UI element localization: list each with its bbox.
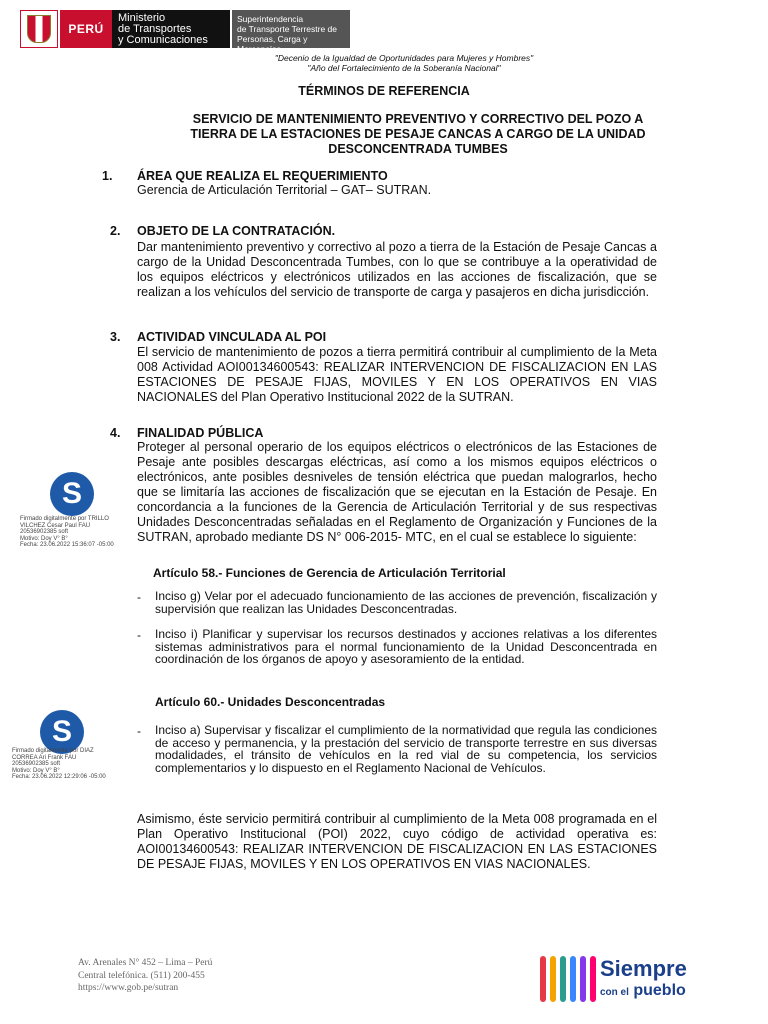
footer-phone: Central telefónica. (511) 200-455	[78, 970, 205, 981]
signature-line: Motivo: Doy V° B°	[20, 535, 68, 542]
document-title: TÉRMINOS DE REFERENCIA	[298, 84, 470, 98]
closing-paragraph: Asimismo, éste servicio permitirá contribuir al cumplimiento de la Meta 008 programada en el Plan Operativo Institucional (POI) 2022, cuyo código de actividad operativa es: AOI00134600543: REALIZAR INTERVENCION DE FISCALIZACION EN LAS ESTACIONES DE PESAJE FIJAS, MOVILES Y EN LOS OPERATIVOS EN VIAS NACIONALES.	[137, 812, 657, 871]
section-number: 3.	[110, 330, 121, 344]
bullet-dash: -	[137, 628, 141, 642]
brand-line2-big: pueblo	[633, 982, 686, 999]
section-body: Dar mantenimiento preventivo y correctivo al pozo a tierra de la Estación de Pesaje Cancas a cargo de la Unidad Desconcentrada Tumbes, con lo que se contribuye a la operatividad de los equipos eléctricos y electrónicos utilizados en las acciones de fiscalización, que se realizan a los vehículos del servicio de transporte de carga y pasajeros en dicha jurisdicción.	[137, 240, 657, 299]
signature-line: Firmado digitalmente por TRILLO	[20, 516, 109, 522]
signature-line: Fecha: 23.06.2022 15:36:07 -05:00	[20, 542, 114, 548]
section-number: 2.	[110, 224, 121, 238]
sutran-logo	[232, 10, 350, 54]
forks-graphic-icon	[540, 950, 600, 1002]
ministry-logo	[112, 10, 230, 48]
brand-line1: Siempre	[600, 956, 687, 981]
article-58-bullet-i: Inciso i) Planificar y supervisar los recursos destinados y acciones relativas a los diferentes sistemas administrativos para el normal funcionamiento de la Unidad Desconcentrada en coordinación de los órganos de apoyo y asesoramiento de la entidad.	[155, 627, 657, 666]
section-number: 4.	[110, 426, 121, 440]
signature-line: CORREA Ari Frank FAU	[12, 754, 77, 761]
sutran-signature-logo-icon: S	[50, 472, 94, 516]
decenio-motto	[0, 53, 768, 73]
sutran-line3: Personas, Carga y Mercancías	[237, 34, 308, 54]
peru-logo: PERÚ	[60, 10, 112, 48]
decenio-line2: "Año del Fortalecimiento de la Soberanía Nacional"	[307, 63, 501, 73]
bullet-dash: -	[137, 724, 141, 738]
ministry-line3: y Comunicaciones	[118, 34, 208, 46]
article-60-bullet-a: Inciso a) Supervisar y fiscalizar el cumplimiento de la normatividad que regula las condiciones de acceso y permanencia, y la prestación del servicio de transporte terrestre en sus diversas modalidades, el tránsito de vehículos en la red vial de su competencia, los servicios complementarios y lo dispuesto en el Reglamento Nacional de Vehículos.	[155, 723, 657, 775]
header-logos	[20, 10, 338, 54]
brand-line2	[600, 982, 686, 1000]
signature-line: Fecha: 23.06.2022 12:29:06 -05:00	[12, 774, 106, 780]
section-heading: ÁREA QUE REALIZA EL REQUERIMIENTO	[137, 169, 388, 183]
ministry-line2: de Transportes	[118, 23, 192, 35]
section-heading: FINALIDAD PÚBLICA	[137, 426, 264, 440]
article-58-heading: Artículo 58.- Funciones de Gerencia de Articulación Territorial	[153, 566, 506, 580]
article-58-bullet-g: Inciso g) Velar por el adecuado funcionamiento de las acciones de prevención, fiscalización y supervisión que realizan las Unidades Desconcentradas.	[155, 589, 657, 616]
sutran-signature-logo-icon: S	[40, 710, 84, 754]
section-number: 1.	[102, 169, 113, 183]
footer-url: https://www.gob.pe/sutran	[78, 983, 179, 993]
siempre-con-el-pueblo-logo	[540, 950, 720, 1002]
signature-line: Motivo: Doy V° B°	[12, 767, 60, 774]
peru-coat-of-arms-icon	[20, 10, 58, 48]
signature-line: VILCHEZ Cesar Paul FAU	[20, 522, 91, 529]
section-heading: ACTIVIDAD VINCULADA AL POI	[137, 330, 327, 344]
article-60-heading: Artículo 60.- Unidades Desconcentradas	[155, 695, 386, 709]
ministry-line1: Ministerio	[118, 12, 166, 24]
signature-line: Firmado digitalmente por DIAZ	[12, 748, 94, 754]
digital-signature-1	[20, 516, 130, 549]
section-body: Gerencia de Articulación Territorial – GAT– SUTRAN.	[137, 183, 432, 197]
digital-signature-2	[12, 748, 122, 781]
service-title: SERVICIO DE MANTENIMIENTO PREVENTIVO Y CORRECTIVO DEL POZO A TIERRA DE LA ESTACIONES DE PESAJE CANCAS A CARGO DE LA UNIDAD DESCONCENTRADA TUMBES	[190, 112, 646, 156]
signature-line: 20536902385 soft	[12, 761, 61, 767]
signature-line: 20536902385 soft	[20, 529, 69, 535]
section-body: Proteger al personal operario de los equipos eléctricos o electrónicos de las Estaciones de Pesaje ante posibles descargas eléctricas, así como a los mismos equipos eléctricos o electrónicos, ante posibles desniveles de tensión eléctrica que puedan malograrlos, hecho que se limitaría las acciones de fiscalización que se ejecutan en la Estación de Pesaje. En concordancia a la funciones de la Gerencia de Articulación Territorial y de sus respectivas Unidades Desconcentradas señaladas en el Reglamento de Organización y Funciones de la SUTRAN, aprobado mediante DS N° 006-2015- MTC, en el cual se establece lo siguiente:	[137, 440, 657, 544]
section-heading: OBJETO DE LA CONTRATACIÓN.	[137, 224, 336, 238]
sutran-line1: Superintendencia	[237, 14, 304, 24]
footer-contact	[78, 957, 212, 995]
footer-address: Av. Arenales N° 452 – Lima – Perú	[78, 958, 213, 968]
section-body: El servicio de mantenimiento de pozos a tierra permitirá contribuir al cumplimiento de la Meta 008 Actividad AOI00134600543: REALIZAR INTERVENCION DE FISCALIZACION EN LAS ESTACIONES DE PESAJE FIJAS, MOVILES Y EN LOS OPERATIVOS EN VIAS NACIONALES del Plan Operativo Institucional 2022 de la SUTRAN.	[137, 345, 657, 404]
sutran-line2: de Transporte Terrestre de	[237, 24, 338, 34]
decenio-line1: "Decenio de la Igualdad de Oportunidades para Mujeres y Hombres"	[274, 53, 534, 63]
bullet-dash: -	[137, 590, 141, 604]
brand-line2-small: con el	[600, 987, 629, 998]
